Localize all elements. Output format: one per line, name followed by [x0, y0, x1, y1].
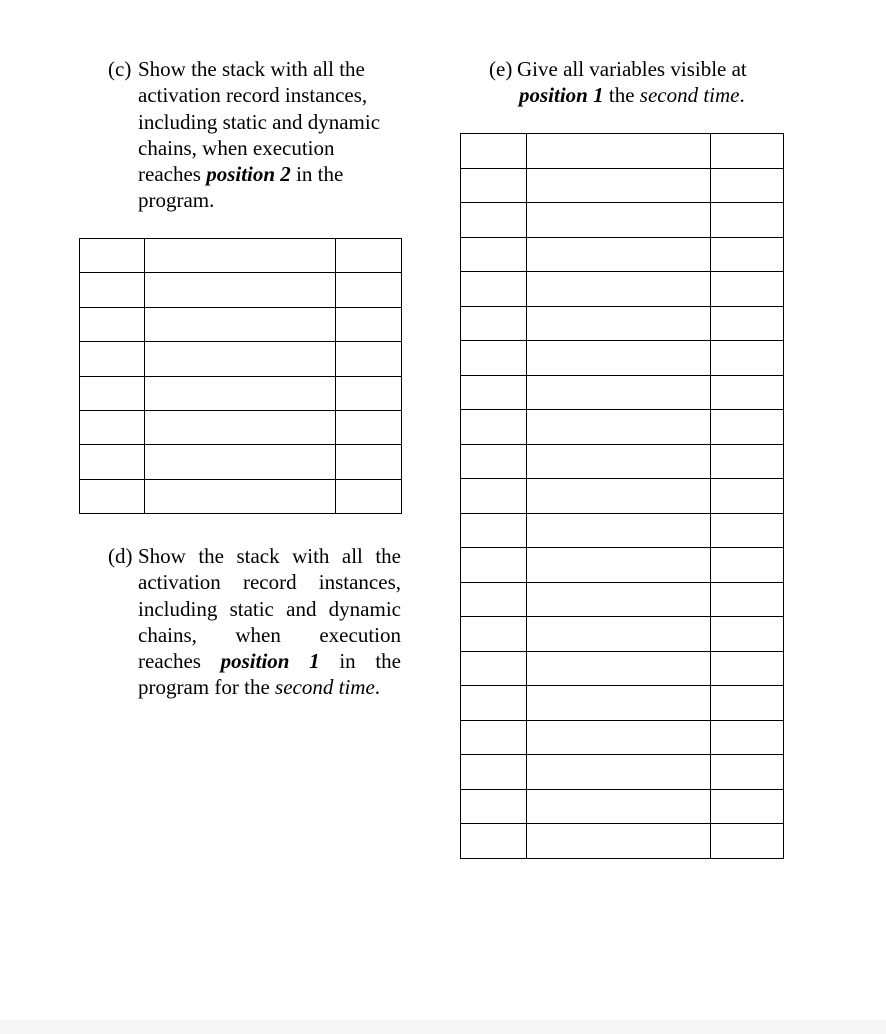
- question-e-line-2-post: .: [739, 83, 745, 108]
- variables-table-e-cell[interactable]: [527, 686, 711, 721]
- variables-table-e-row: [461, 789, 784, 824]
- variables-table-e-cell[interactable]: [461, 168, 527, 203]
- stack-table-c-cell[interactable]: [80, 445, 145, 479]
- variables-table-e-cell[interactable]: [461, 789, 527, 824]
- variables-table-e-cell[interactable]: [527, 306, 711, 341]
- stack-table-c-cell[interactable]: [336, 273, 402, 307]
- stack-table-c-cell[interactable]: [336, 239, 402, 273]
- variables-table-e-row: [461, 203, 784, 238]
- variables-table-e-cell[interactable]: [711, 444, 784, 479]
- question-c-line-6: program.: [138, 188, 215, 213]
- variables-table-e-cell[interactable]: [527, 617, 711, 652]
- variables-table-e-row: [461, 617, 784, 652]
- stack-table-c-cell[interactable]: [80, 376, 145, 410]
- stack-table-c-cell[interactable]: [336, 376, 402, 410]
- variables-table-e-row: [461, 582, 784, 617]
- variables-table-e-row: [461, 824, 784, 859]
- variables-table-e-cell[interactable]: [711, 582, 784, 617]
- variables-table-e-cell[interactable]: [461, 444, 527, 479]
- variables-table-e-cell[interactable]: [527, 237, 711, 272]
- variables-table-e-cell[interactable]: [711, 789, 784, 824]
- variables-table-e-row: [461, 651, 784, 686]
- stack-table-c-cell[interactable]: [145, 479, 336, 513]
- variables-table-e-cell[interactable]: [461, 720, 527, 755]
- variables-table-e-cell[interactable]: [711, 513, 784, 548]
- variables-table-e-cell[interactable]: [711, 375, 784, 410]
- question-e-second-time: second time: [639, 83, 740, 108]
- stack-table-c-cell[interactable]: [336, 479, 402, 513]
- page-bottom-strip: [0, 1020, 886, 1034]
- variables-table-e-cell[interactable]: [711, 824, 784, 859]
- variables-table-e-row: [461, 548, 784, 583]
- stack-table-c-cell[interactable]: [145, 342, 336, 376]
- variables-table-e-cell[interactable]: [461, 824, 527, 859]
- stack-table-c-cell[interactable]: [80, 342, 145, 376]
- variables-table-e-cell[interactable]: [461, 617, 527, 652]
- question-d-line-6: [138, 674, 401, 700]
- variables-table-e-cell[interactable]: [461, 651, 527, 686]
- variables-table-e-row: [461, 444, 784, 479]
- variables-table-e-cell[interactable]: [711, 410, 784, 445]
- variables-table-e-row: [461, 168, 784, 203]
- stack-table-c-cell[interactable]: [145, 445, 336, 479]
- variables-table-e-row: [461, 306, 784, 341]
- variables-table-e-cell[interactable]: [527, 410, 711, 445]
- variables-table-e-cell[interactable]: [711, 272, 784, 307]
- variables-table-e-body: [461, 134, 784, 859]
- variables-table-e-cell[interactable]: [711, 548, 784, 583]
- stack-table-c-body: [80, 239, 402, 514]
- stack-table-c-cell[interactable]: [336, 445, 402, 479]
- variables-table-e-cell[interactable]: [527, 548, 711, 583]
- stack-table-c-cell[interactable]: [145, 376, 336, 410]
- stack-table-c-cell[interactable]: [80, 307, 145, 341]
- question-c-label: (c): [108, 57, 132, 81]
- stack-table-c-cell[interactable]: [80, 479, 145, 513]
- question-c-line-1: Show the stack with all the: [138, 57, 365, 81]
- variables-table-e-cell[interactable]: [461, 582, 527, 617]
- stack-table-c-row: [80, 445, 402, 479]
- variables-table-e-cell[interactable]: [461, 306, 527, 341]
- question-d-line-2: activation record instances,: [138, 570, 401, 595]
- variables-table-e-cell[interactable]: [461, 513, 527, 548]
- stack-table-c-row: [80, 410, 402, 444]
- variables-table-e-cell[interactable]: [461, 479, 527, 514]
- stack-table-c-cell[interactable]: [145, 410, 336, 444]
- variables-table-e-row: [461, 720, 784, 755]
- question-c-line-5-pre: reaches: [138, 162, 207, 187]
- stack-table-c-cell[interactable]: [336, 410, 402, 444]
- variables-table-e-cell[interactable]: [461, 203, 527, 238]
- stack-table-c-cell[interactable]: [80, 239, 145, 273]
- stack-table-c-row: [80, 307, 402, 341]
- stack-table-c-row: [80, 479, 402, 513]
- question-c-line-2: activation record instances,: [138, 83, 368, 108]
- variables-table-e-cell[interactable]: [527, 444, 711, 479]
- variables-table-e-row: [461, 479, 784, 514]
- question-c-position-emphasis: position 2: [206, 162, 291, 187]
- variables-table-e-cell[interactable]: [461, 548, 527, 583]
- question-d-line-5: [138, 648, 401, 674]
- variables-table-e-cell[interactable]: [527, 479, 711, 514]
- variables-table-e-row: [461, 272, 784, 307]
- variables-table-e-cell[interactable]: [711, 479, 784, 514]
- variables-table-e-cell[interactable]: [527, 720, 711, 755]
- question-c-line-5: [138, 161, 408, 187]
- question-c-line-5-post: in the: [290, 162, 344, 187]
- question-e-line-2-mid: the: [603, 83, 640, 108]
- question-c-line-3: including static and dynamic: [138, 109, 381, 134]
- stack-table-c-row: [80, 376, 402, 410]
- variables-table-e-cell[interactable]: [527, 375, 711, 410]
- variables-table-e-row: [461, 375, 784, 410]
- variables-table-e-row: [461, 755, 784, 790]
- variables-table-e-cell[interactable]: [711, 168, 784, 203]
- variables-table-e-cell[interactable]: [711, 720, 784, 755]
- variables-table-e-cell[interactable]: [461, 134, 527, 169]
- variables-table-e-cell[interactable]: [527, 341, 711, 376]
- variables-table-e-row: [461, 513, 784, 548]
- variables-table-e-cell[interactable]: [461, 686, 527, 721]
- variables-table-e-row: [461, 341, 784, 376]
- question-d-line-3: including static and dynamic: [138, 596, 401, 621]
- variables-table-e-cell[interactable]: [711, 617, 784, 652]
- variables-table-e-cell[interactable]: [527, 824, 711, 859]
- variables-table-e-cell[interactable]: [527, 651, 711, 686]
- variables-table-e-cell[interactable]: [527, 272, 711, 307]
- variables-table-e-cell[interactable]: [461, 375, 527, 410]
- stack-table-c-cell[interactable]: [336, 342, 402, 376]
- variables-table-e-cell[interactable]: [461, 237, 527, 272]
- question-d-line-1: Show the stack with all the: [138, 544, 401, 568]
- question-d-line-4: chains, when execution: [138, 622, 401, 647]
- variables-table-e-cell[interactable]: [527, 203, 711, 238]
- variables-table-e-cell[interactable]: [527, 513, 711, 548]
- variables-table-e-cell[interactable]: [711, 651, 784, 686]
- stack-table-c-row: [80, 239, 402, 273]
- question-d-line-5-post: in the: [319, 649, 401, 674]
- variables-table-e-cell[interactable]: [711, 306, 784, 341]
- variables-table-e: [460, 133, 784, 859]
- variables-table-e-cell[interactable]: [711, 341, 784, 376]
- question-c-text: [138, 56, 408, 214]
- variables-table-e-cell[interactable]: [461, 341, 527, 376]
- question-c-line-4: chains, when execution: [138, 135, 335, 160]
- stack-table-c-cell[interactable]: [336, 307, 402, 341]
- variables-table-e-row: [461, 686, 784, 721]
- stack-table-c-cell[interactable]: [145, 239, 336, 273]
- variables-table-e-cell[interactable]: [711, 686, 784, 721]
- stack-table-c: [79, 238, 402, 514]
- variables-table-e-row: [461, 410, 784, 445]
- question-d-text: [138, 543, 401, 701]
- variables-table-e-cell[interactable]: [527, 134, 711, 169]
- variables-table-e-cell[interactable]: [461, 755, 527, 790]
- variables-table-e-cell[interactable]: [527, 582, 711, 617]
- question-d-line-5-pre: reaches: [138, 649, 221, 674]
- question-d-label: (d): [108, 544, 133, 568]
- variables-table-e-cell[interactable]: [527, 755, 711, 790]
- variables-table-e-cell[interactable]: [461, 272, 527, 307]
- variables-table-e-cell[interactable]: [711, 203, 784, 238]
- question-d-position-emphasis: position 1: [220, 649, 320, 674]
- stack-table-c-row: [80, 342, 402, 376]
- stack-table-c-cell[interactable]: [145, 307, 336, 341]
- question-e-position-emphasis: position 1: [519, 83, 604, 108]
- question-e-line-2: [519, 82, 789, 108]
- stack-table-c-cell[interactable]: [145, 273, 336, 307]
- variables-table-e-cell[interactable]: [711, 134, 784, 169]
- variables-table-e-cell[interactable]: [711, 237, 784, 272]
- variables-table-e-cell[interactable]: [461, 410, 527, 445]
- question-d-line-6-post: .: [374, 675, 381, 700]
- variables-table-e-cell[interactable]: [527, 789, 711, 824]
- question-e-line-1: Give all variables visible at: [517, 57, 747, 81]
- question-e-text: [519, 56, 789, 109]
- variables-table-e-row: [461, 237, 784, 272]
- variables-table-e-row: [461, 134, 784, 169]
- question-d-line-6-pre: program for the: [138, 675, 276, 700]
- stack-table-c-row: [80, 273, 402, 307]
- stack-table-c-cell[interactable]: [80, 273, 145, 307]
- question-d-second-time: second time: [275, 675, 375, 700]
- stack-table-c-cell[interactable]: [80, 410, 145, 444]
- variables-table-e-cell[interactable]: [527, 168, 711, 203]
- question-e-label: (e): [489, 57, 513, 81]
- variables-table-e-cell[interactable]: [711, 755, 784, 790]
